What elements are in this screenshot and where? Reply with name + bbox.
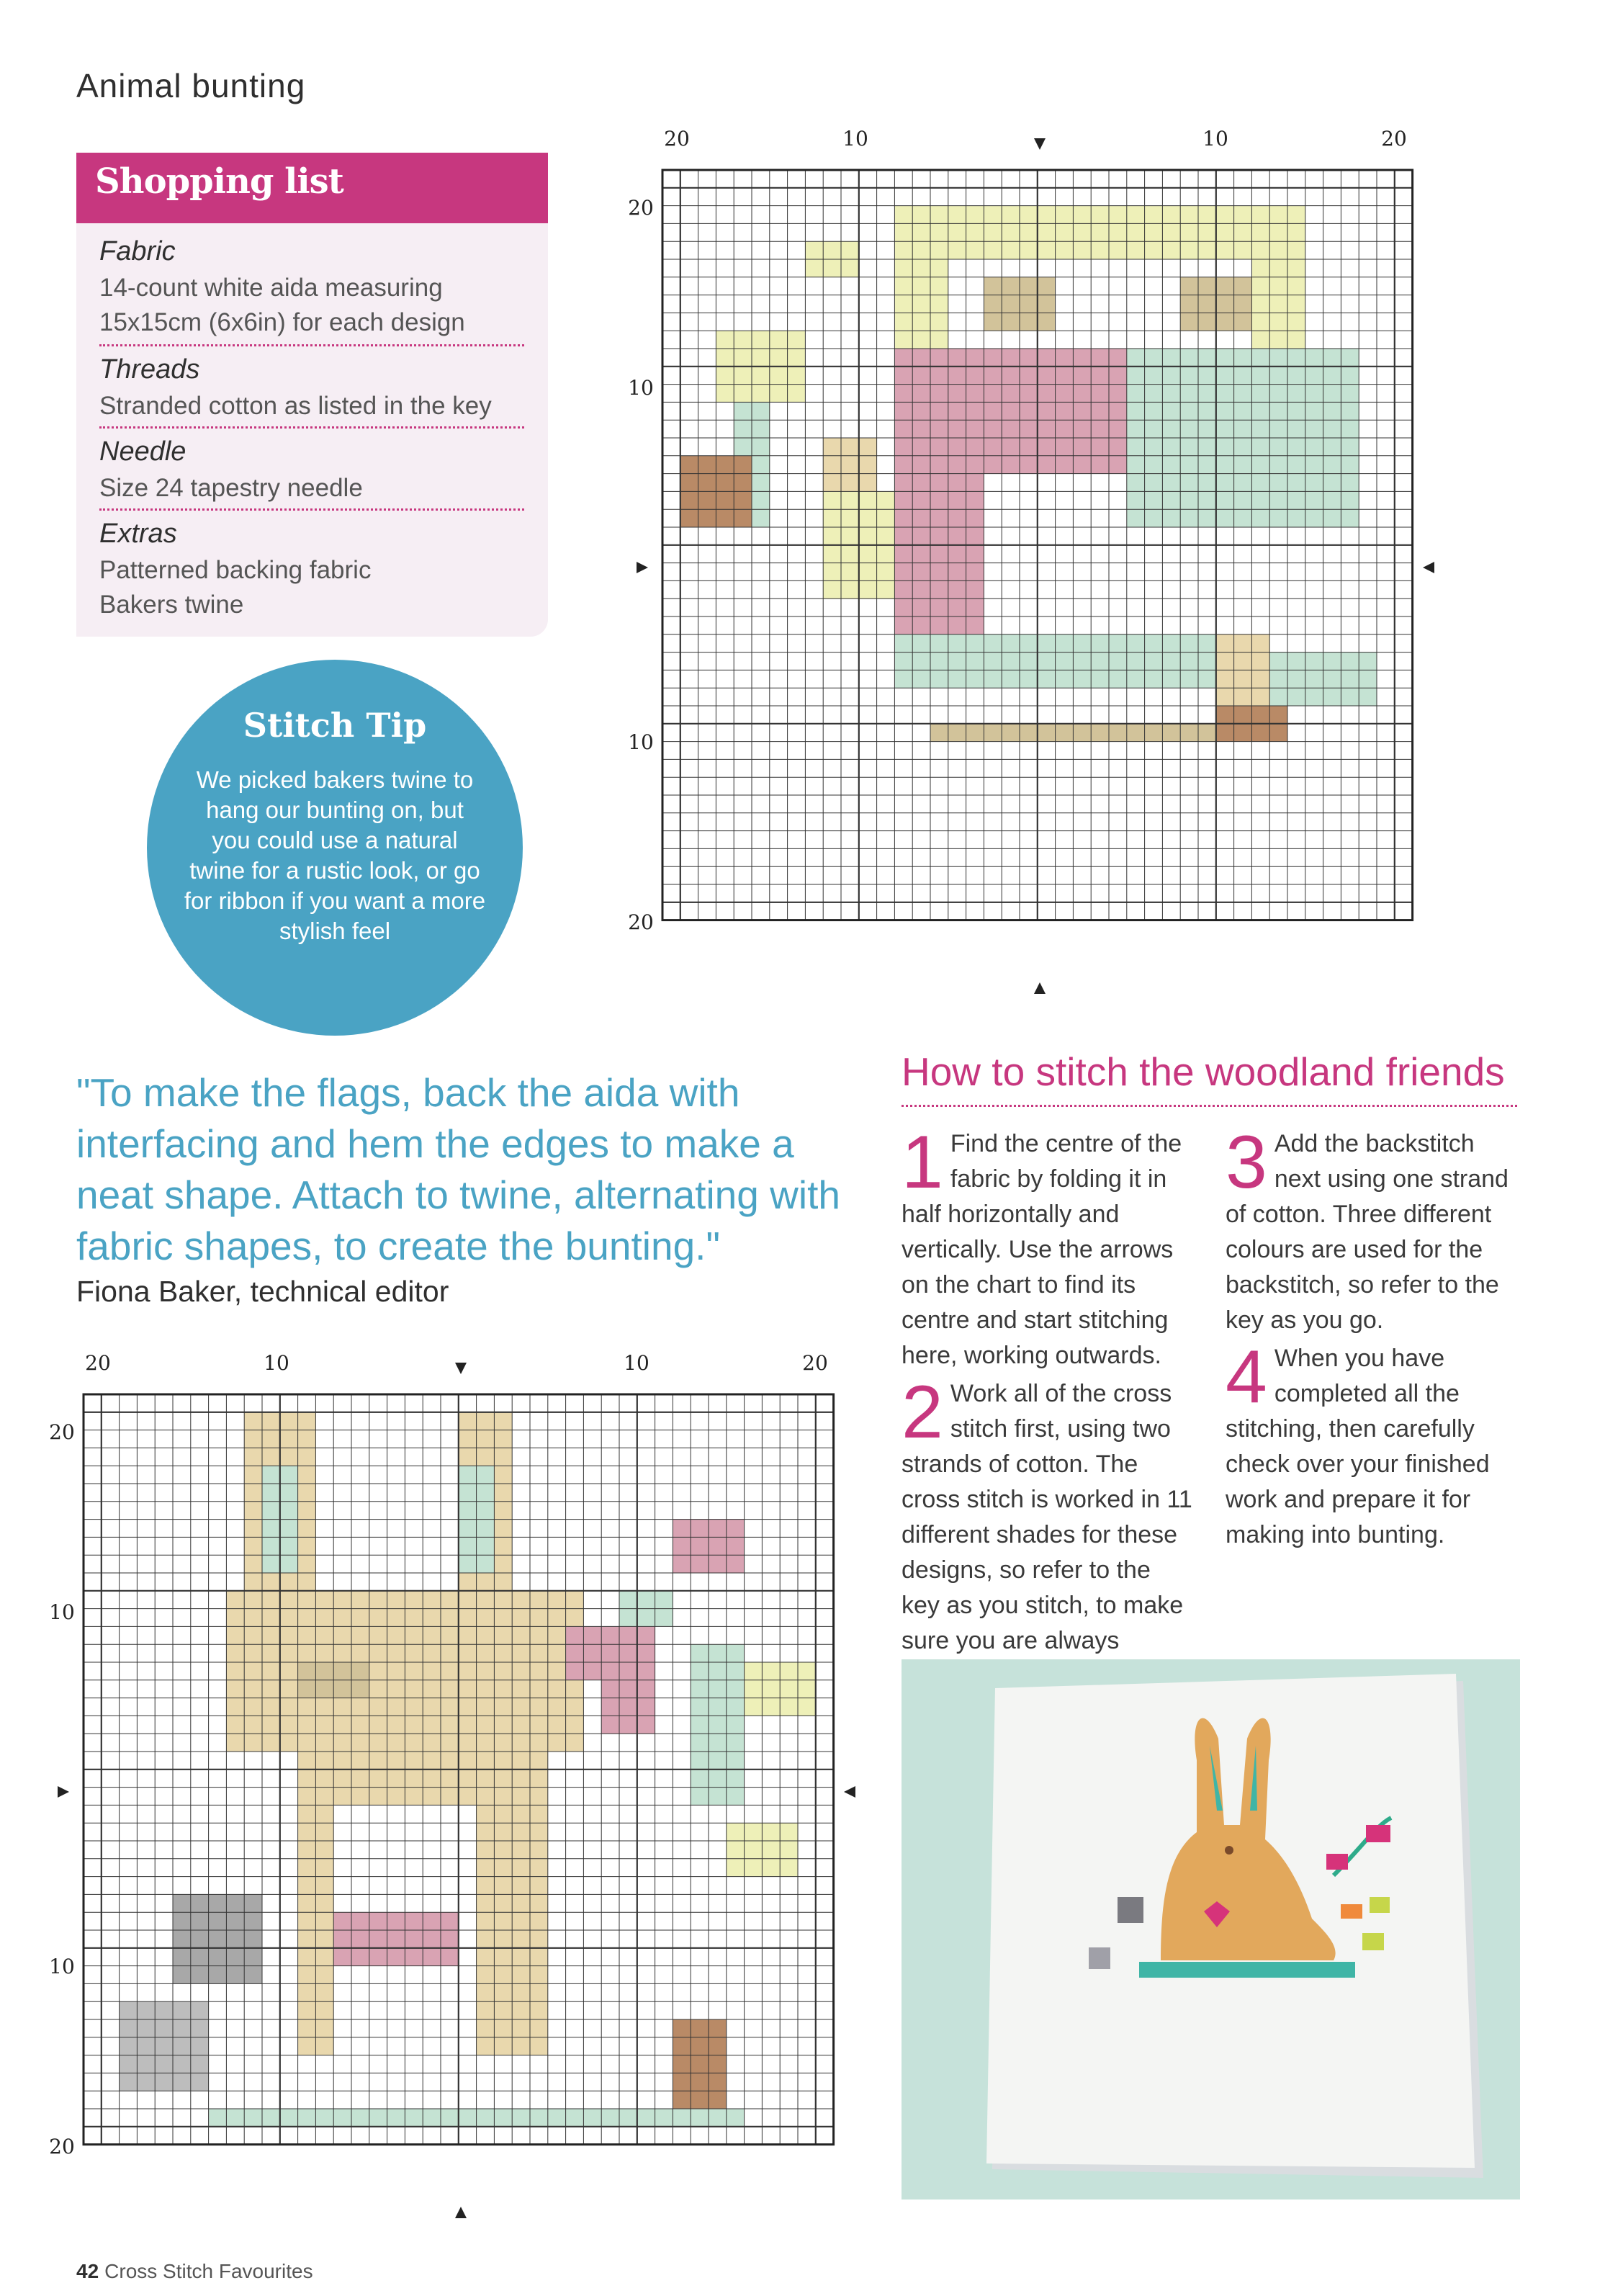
- axis-label-top: 20: [802, 1351, 828, 1375]
- stitch-block: [173, 1894, 262, 1983]
- how-to-title: How to stitch the woodland friends: [902, 1049, 1505, 1094]
- centre-arrow-top: [1034, 138, 1046, 150]
- step-number: 3: [1226, 1121, 1267, 1204]
- axis-label-top: 10: [624, 1351, 649, 1375]
- divider: [99, 508, 524, 511]
- step-3: [1226, 1121, 1521, 1338]
- step-2: [902, 1371, 1193, 1694]
- step-text: When you have completed all the stitching, then carefully check over your finished work and prepare it for making into bunting.: [1226, 1345, 1490, 1548]
- shopping-category-extras: Extras: [99, 519, 177, 549]
- stitch-block: [673, 2019, 726, 2109]
- finished-bunting-photo: [902, 1659, 1520, 2199]
- shopping-line: Bakers twine: [99, 591, 244, 619]
- centre-arrow-left: [637, 562, 648, 573]
- chart-rabbit: [40, 1345, 861, 2238]
- shopping-line: 15x15cm (6x6in) for each design: [99, 308, 465, 336]
- shopping-line: Size 24 tapestry needle: [99, 474, 363, 502]
- step-text: Find the centre of the fabric by folding it in half horizontally and vertically. Use the arrows on the chart to find its centre and start stitching here, working outwards.: [902, 1130, 1182, 1369]
- divider: [902, 1105, 1517, 1107]
- axis-label-top: 20: [664, 127, 690, 151]
- how-to-column-left: [902, 1121, 1193, 1694]
- step-text: Work all of the cross stitch first, using two strands of cotton. The cross stitch is worked in 11 different shades for these designs, so refer to the key as you stitch, to make sure you are always: [902, 1380, 1192, 1654]
- step-text: Add the backstitch next using one strand of cotton. Three different colours are used for the backstitch, so refer to the key as you go.: [1226, 1130, 1509, 1334]
- shopping-category-fabric: Fabric: [99, 236, 176, 266]
- axis-label-top: 10: [1202, 127, 1228, 151]
- divider: [99, 344, 524, 346]
- shopping-line: Stranded cotton as listed in the key: [99, 392, 492, 420]
- axis-label-side: 20: [628, 910, 654, 934]
- page-number: 42: [76, 2260, 99, 2282]
- step-number: 4: [1226, 1335, 1267, 1419]
- chart-grid: [662, 170, 1413, 920]
- axis-label-side: 20: [49, 2135, 75, 2158]
- centre-arrow-left: [58, 1786, 69, 1798]
- divider: [99, 426, 524, 429]
- centre-arrow-bottom: [455, 2207, 467, 2218]
- centre-arrow-top: [455, 1363, 467, 1374]
- how-to-column-right: [1226, 1121, 1521, 1553]
- axis-label-top: 20: [1381, 127, 1407, 151]
- stitch-block: [823, 438, 876, 491]
- axis-label-side: 20: [628, 196, 654, 220]
- axis-label-top: 20: [85, 1351, 111, 1375]
- section-title: Animal bunting: [76, 67, 306, 104]
- shopping-category-needle: Needle: [99, 436, 186, 467]
- stitch-tip-body: We picked bakers twine to hang our bunting on, but you could use a natural twine for a rustic look, or go for ribbon if you want a more stylish feel: [184, 766, 486, 944]
- stitch-block: [601, 1680, 655, 1734]
- axis-label-top: 10: [842, 127, 868, 151]
- quote-author: Fiona Baker, technical editor: [76, 1275, 449, 1308]
- shopping-line: 14-count white aida measuring: [99, 274, 443, 302]
- axis-label-side: 10: [49, 1955, 75, 1978]
- stitch-block: [120, 2001, 209, 2091]
- pull-quote: "To make the flags, back the aida with interfacing and hem the edges to make a neat shape. Attach to twine, alternating with fabric shapes, to create the bunting.": [76, 1070, 840, 1268]
- step-4: [1226, 1335, 1521, 1553]
- stitch-block: [930, 724, 1234, 742]
- publication-name: Cross Stitch Favourites: [104, 2260, 313, 2282]
- axis-label-side: 10: [628, 730, 654, 754]
- chart-fox: [619, 121, 1440, 1014]
- axis-label-side: 10: [49, 1600, 75, 1624]
- stitch-block: [566, 1626, 655, 1680]
- centre-arrow-right: [1423, 562, 1434, 573]
- bunting-illustration: [902, 1659, 1520, 2199]
- axis-label-top: 10: [264, 1351, 289, 1375]
- shopping-list-title: Shopping list: [95, 161, 343, 202]
- chart-grid: [84, 1394, 834, 2145]
- stitch-block: [333, 1912, 459, 1965]
- page-footer: [76, 2260, 313, 2283]
- axis-label-side: 10: [628, 376, 654, 400]
- axis-label-side: 20: [49, 1420, 75, 1444]
- step-number: 2: [902, 1371, 943, 1454]
- step-number: 1: [902, 1121, 943, 1204]
- stitch-block: [691, 1644, 744, 1805]
- step-1: [902, 1121, 1193, 1373]
- stitch-tip-title: Stitch Tip: [243, 706, 427, 745]
- centre-arrow-bottom: [1034, 982, 1046, 994]
- shopping-category-threads: Threads: [99, 354, 200, 385]
- shopping-line: Patterned backing fabric: [99, 556, 372, 584]
- centre-arrow-right: [844, 1786, 855, 1798]
